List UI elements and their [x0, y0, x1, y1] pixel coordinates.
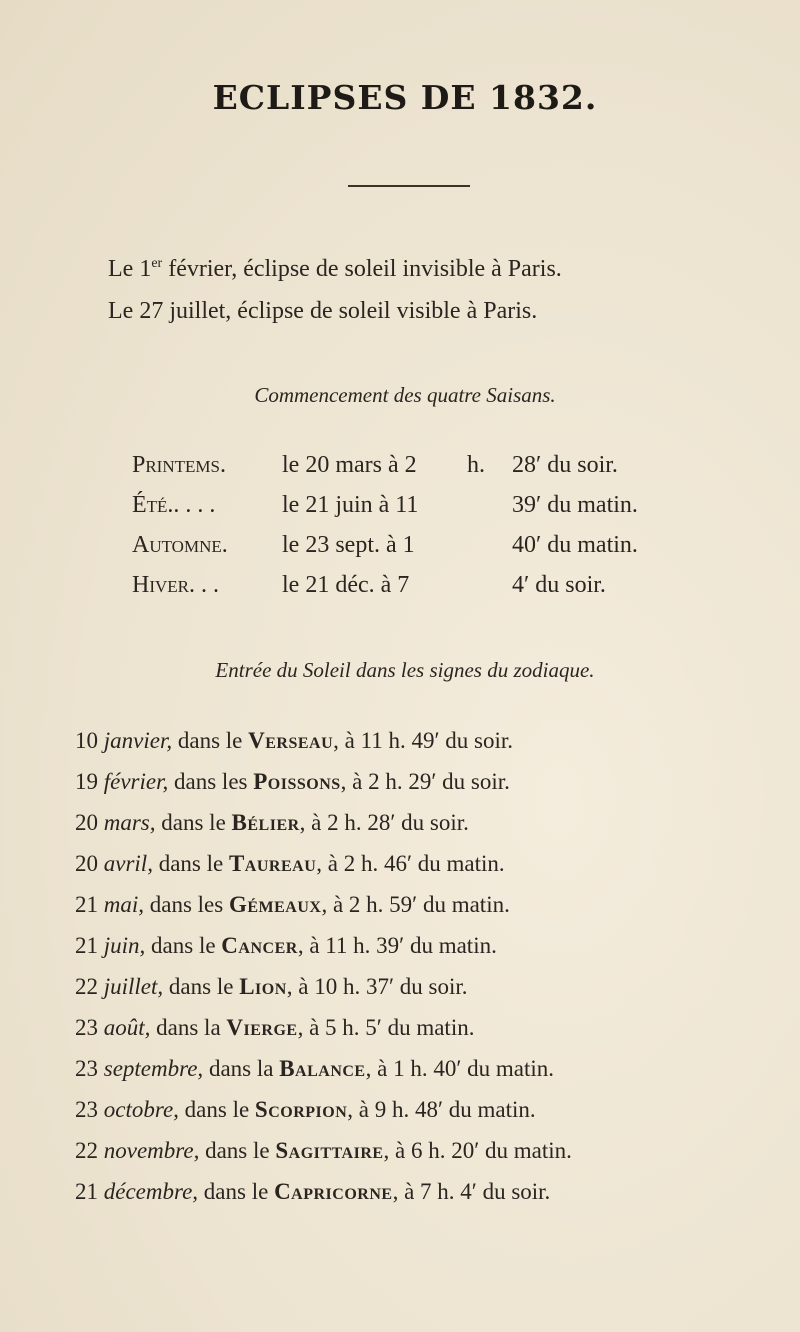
zodiac-time: , à 10 h. 37′ du soir. [286, 974, 468, 999]
zodiac-time: , à 1 h. 40′ du matin. [365, 1056, 554, 1081]
zodiac-prep: dans le [184, 1097, 250, 1122]
zodiac-row [75, 1097, 536, 1123]
zodiac-row [75, 892, 510, 918]
zodiac-day: 23 [75, 1097, 98, 1122]
seasons-heading: Commencement des quatre Saisans. [254, 383, 556, 407]
eclipse-1-pre: Le 1 [108, 256, 152, 282]
zodiac-row [75, 769, 510, 795]
zodiac-day: 10 [75, 728, 98, 753]
zodiac-time: , à 5 h. 5′ du matin. [297, 1015, 475, 1040]
zodiac-sign: Bélier [231, 810, 300, 835]
zodiac-time: , à 6 h. 20′ du matin. [383, 1138, 572, 1163]
zodiac-row [75, 728, 513, 754]
zodiac-row [75, 974, 468, 1000]
zodiac-prep: dans le [203, 1179, 269, 1204]
season-name: Été.. . . . [132, 492, 216, 518]
season-date: le 21 juin à 11 [282, 492, 419, 518]
zodiac-sign: Verseau [248, 728, 334, 753]
zodiac-prep: dans le [158, 851, 224, 876]
zodiac-prep: dans le [205, 1138, 270, 1163]
season-date: le 21 déc. à 7 [282, 572, 410, 598]
zodiac-month: février, [103, 769, 169, 794]
zodiac-month: mai, [103, 892, 144, 917]
page-title: ECLIPSES DE 1832. [212, 78, 598, 117]
zodiac-sign: Lion [239, 974, 287, 999]
zodiac-heading: Entrée du Soleil dans les signes du zodiaque. [215, 658, 595, 682]
eclipse-line-1 [108, 256, 562, 283]
zodiac-month: novembre, [103, 1138, 200, 1163]
eclipse-2-pre: Le 27 juillet, éclipse de soleil visible à Paris. [108, 298, 538, 324]
title-divider [348, 185, 470, 187]
zodiac-day: 23 [75, 1056, 98, 1081]
zodiac-day: 22 [75, 974, 98, 999]
zodiac-month: mars, [103, 810, 156, 835]
zodiac-month: juin, [103, 933, 146, 958]
zodiac-prep: dans le [168, 974, 234, 999]
zodiac-time: , à 9 h. 48′ du matin. [347, 1097, 536, 1122]
zodiac-month: septembre, [103, 1056, 204, 1081]
season-row [132, 572, 692, 604]
zodiac-sign: Poissons [253, 769, 341, 794]
zodiac-month: décembre, [103, 1179, 199, 1204]
zodiac-day: 23 [75, 1015, 98, 1040]
season-name: Printems. [132, 452, 226, 478]
zodiac-prep: dans les [149, 892, 224, 917]
zodiac-row [75, 1056, 554, 1082]
zodiac-time: , à 2 h. 28′ du soir. [299, 810, 469, 835]
season-time: 4′ du soir. [512, 572, 606, 598]
zodiac-month: octobre, [103, 1097, 179, 1122]
zodiac-sign: Vierge [226, 1015, 298, 1040]
zodiac-day: 20 [75, 810, 98, 835]
zodiac-sign: Sagittaire [275, 1138, 384, 1163]
zodiac-row [75, 1138, 572, 1164]
zodiac-row [75, 933, 497, 959]
zodiac-time: , à 11 h. 49′ du soir. [333, 728, 514, 753]
zodiac-prep: dans le [177, 728, 243, 753]
season-time: 28′ du soir. [512, 452, 618, 478]
eclipse-line-2 [108, 298, 537, 325]
zodiac-row [75, 851, 505, 877]
zodiac-day: 21 [75, 933, 98, 958]
season-time: 40′ du matin. [512, 532, 638, 558]
zodiac-prep: dans le [161, 810, 226, 835]
season-row [132, 492, 692, 524]
season-hour: h. [467, 452, 485, 478]
zodiac-time: , à 11 h. 39′ du matin. [297, 933, 497, 958]
zodiac-sign: Cancer [221, 933, 298, 958]
season-date: le 23 sept. à 1 [282, 532, 415, 558]
zodiac-time: , à 7 h. 4′ du soir. [392, 1179, 551, 1204]
season-name: Automne. [132, 532, 228, 558]
zodiac-row [75, 1179, 550, 1205]
zodiac-time: , à 2 h. 59′ du matin. [321, 892, 510, 917]
zodiac-row [75, 1015, 474, 1041]
zodiac-sign: Balance [279, 1056, 366, 1081]
eclipse-1-post: février, éclipse de soleil invisible à Paris. [162, 256, 562, 282]
zodiac-day: 19 [75, 769, 98, 794]
zodiac-day: 22 [75, 1138, 98, 1163]
zodiac-row [75, 810, 469, 836]
zodiac-time: , à 2 h. 29′ du soir. [340, 769, 510, 794]
season-name: Hiver. . . [132, 572, 219, 598]
zodiac-day: 21 [75, 1179, 98, 1204]
zodiac-sign: Scorpion [254, 1097, 348, 1122]
zodiac-time: , à 2 h. 46′ du matin. [316, 851, 505, 876]
zodiac-month: avril, [103, 851, 153, 876]
zodiac-prep: dans le [151, 933, 216, 958]
zodiac-prep: dans la [156, 1015, 221, 1040]
zodiac-month: août, [103, 1015, 151, 1040]
season-row [132, 452, 692, 484]
season-row [132, 532, 692, 564]
zodiac-day: 20 [75, 851, 98, 876]
zodiac-prep: dans les [174, 769, 248, 794]
zodiac-prep: dans la [208, 1056, 274, 1081]
zodiac-day: 21 [75, 892, 98, 917]
eclipse-1-sup: er [151, 256, 163, 271]
zodiac-sign: Gémeaux [228, 892, 322, 917]
zodiac-month: juillet, [103, 974, 164, 999]
zodiac-sign: Taureau [228, 851, 317, 876]
zodiac-sign: Capricorne [274, 1179, 393, 1204]
season-date: le 20 mars à 2 [282, 452, 417, 478]
zodiac-month: janvier, [103, 728, 173, 753]
season-time: 39′ du matin. [512, 492, 638, 518]
